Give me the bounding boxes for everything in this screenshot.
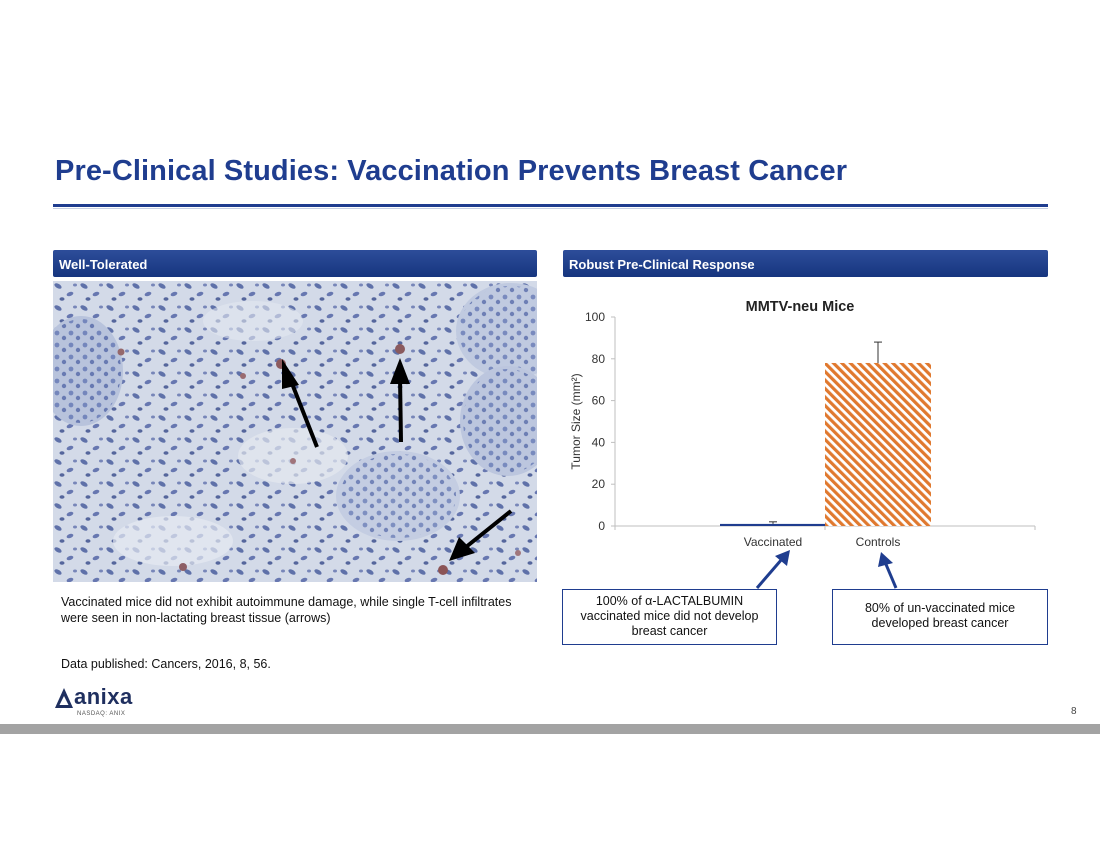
anixa-logo-mark <box>55 688 73 708</box>
controls-callout: 80% of un-vaccinated mice developed breast cancer <box>832 589 1048 645</box>
logo-ticker: NASDAQ: ANIX <box>77 711 126 717</box>
chart-title: MMTV-neu Mice <box>745 299 855 315</box>
slide-title: Pre-Clinical Studies: Vaccination Prevents Breast Cancer <box>55 155 848 187</box>
title-divider <box>53 204 1048 207</box>
data-source-citation: Data published: Cancers, 2016, 8, 56. <box>61 657 271 671</box>
histology-caption: Vaccinated mice did not exhibit autoimmune damage, while single T-cell infiltrates were seen in non-lactating breast tissue (arrows) <box>61 595 512 625</box>
controls-callout-arrow <box>885 562 896 588</box>
tumor-size-chart <box>563 290 1048 560</box>
y-tick-label: 100 <box>584 310 605 324</box>
title-divider-shadow <box>53 208 1048 209</box>
x-tick-label-controls: Controls <box>855 535 901 549</box>
vaccinated-callout: 100% of α-LACTALBUMIN vaccinated mice did not develop breast cancer <box>562 589 777 645</box>
bar-vaccinated <box>720 524 826 526</box>
page-number: 8 <box>1071 706 1077 717</box>
bar-controls <box>825 363 931 526</box>
robust-response-header: Robust Pre-Clinical Response <box>563 250 1048 277</box>
histology-image <box>53 281 537 582</box>
chart-svg <box>563 290 1048 555</box>
y-tick-label: 0 <box>598 519 605 533</box>
x-tick-label-vaccinated: Vaccinated <box>743 535 803 549</box>
footer-bar <box>0 724 1100 734</box>
logo-wordmark: anixa <box>74 684 133 709</box>
y-tick-label: 20 <box>591 477 605 492</box>
y-axis-label: Tumor Size (mm²) <box>569 373 583 470</box>
y-tick-label: 40 <box>591 435 605 450</box>
vaccinated-callout-arrow <box>757 559 782 588</box>
y-tick-label: 60 <box>591 393 605 408</box>
well-tolerated-header: Well-Tolerated <box>53 250 537 277</box>
y-tick-label: 80 <box>591 351 605 366</box>
